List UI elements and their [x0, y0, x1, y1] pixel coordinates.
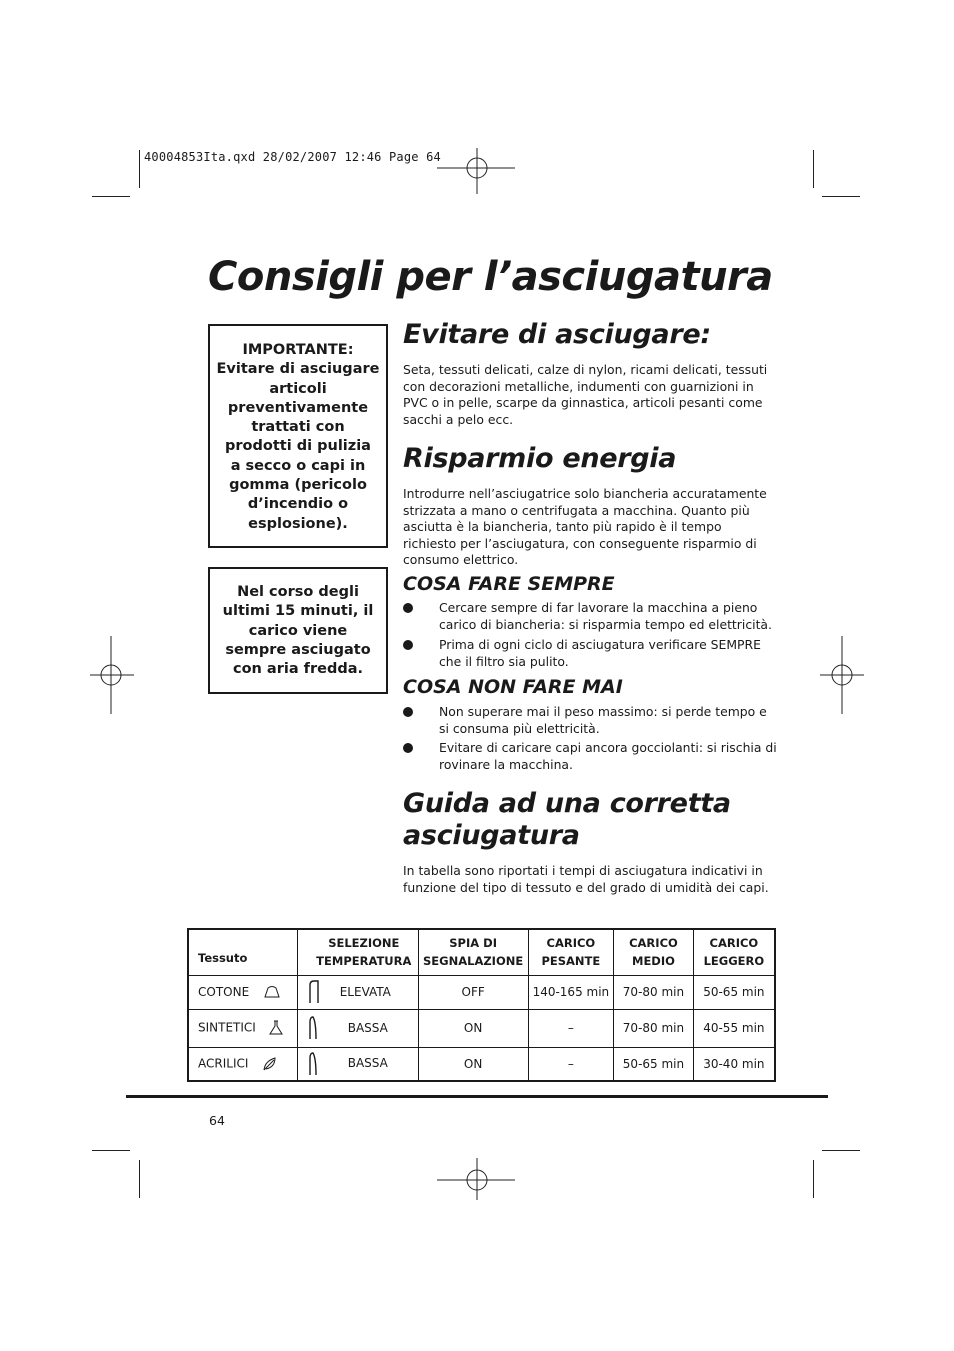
light-load-cell: 50-65 min — [693, 975, 775, 1009]
important-line: articoli — [269, 380, 327, 397]
bullet-icon — [403, 640, 413, 650]
heading-line: Guida ad una corretta — [403, 788, 731, 819]
text-line: Cercare sempre di far lavorare la macchina a pieno — [439, 600, 758, 615]
table-row — [188, 1009, 775, 1047]
bullet-icon — [403, 603, 413, 613]
indicator-cell: OFF — [418, 975, 528, 1009]
important-line: gomma (pericolo — [229, 477, 367, 494]
header-line: SEGNALAZIONE — [423, 954, 524, 969]
heading-line: asciugatura — [403, 820, 580, 851]
header-line: SPIA DI — [449, 936, 497, 951]
important-line: IMPORTANTE: — [242, 342, 354, 358]
bullet-icon — [403, 743, 413, 753]
important-line: esplosione). — [248, 515, 348, 532]
table-row — [188, 975, 775, 1009]
cotton-icon — [263, 985, 281, 999]
cool-air-line: ultimi 15 minuti, il — [222, 603, 374, 620]
header-heavy-load — [528, 929, 614, 975]
always-heading: COSA FARE SEMPRE — [403, 573, 615, 595]
text-line: Introdurre nell’asciugatrice solo biancheria accuratamente — [403, 486, 767, 501]
text-line: Non superare mai il peso massimo: si perde tempo e — [439, 704, 767, 719]
fabric-label: ACRILICI — [198, 1056, 249, 1071]
text-line: richiesto per l’asciugatura, con conseguente risparmio di — [403, 535, 757, 551]
important-line: Evitare di asciugare — [216, 361, 380, 378]
indicator-cell: ON — [418, 1047, 528, 1081]
guide-heading — [403, 788, 731, 852]
text-line: rovinare la macchina. — [439, 756, 573, 772]
text-line: funzione del tipo di tessuto e del grado di umidità dei capi. — [403, 879, 769, 895]
cool-air-line: carico viene — [248, 622, 348, 639]
acrylic-icon — [262, 1056, 278, 1072]
temperature-low-icon — [308, 1052, 318, 1076]
temperature-cell — [297, 975, 418, 1009]
text-line: si consuma più elettricità. — [439, 720, 600, 736]
medium-load-cell: 50-65 min — [614, 1047, 694, 1081]
header-light-load — [693, 929, 775, 975]
registration-mark-left — [90, 636, 134, 714]
text-line: sacchi a pelo ecc. — [403, 411, 514, 427]
registration-mark-bottom — [437, 1158, 517, 1200]
guide-paragraph — [403, 863, 778, 896]
text-line: asciutta è la biancheria, tanto più rapido è il tempo — [403, 519, 722, 534]
text-line: strizzata a mano o centrifugata a macchina. Quanto più — [403, 502, 750, 518]
header-line: MEDIO — [632, 954, 675, 969]
header-line: TEMPERATURA — [316, 954, 412, 969]
header-line: PESANTE — [541, 954, 601, 969]
temperature-high-icon — [308, 980, 320, 1004]
indicator-cell: ON — [418, 1009, 528, 1047]
text-line: In tabella sono riportati i tempi di asciugatura indicativi in — [403, 863, 763, 878]
medium-load-cell: 70-80 min — [614, 975, 694, 1009]
temperature-label: BASSA — [347, 1056, 388, 1071]
drying-times-table — [187, 928, 776, 1082]
synthetic-icon — [268, 1020, 284, 1036]
temperature-label: BASSA — [347, 1020, 388, 1035]
energy-heading: Risparmio energia — [403, 443, 677, 474]
page-number: 64 — [209, 1113, 225, 1128]
energy-paragraph — [403, 486, 778, 569]
heavy-load-cell: 140-165 min — [528, 975, 614, 1009]
temperature-cell — [297, 1009, 418, 1047]
temperature-label: ELEVATA — [339, 984, 391, 999]
important-line: preventivamente — [227, 399, 369, 416]
fabric-label: SINTETICI — [198, 1020, 256, 1035]
important-line: trattati con — [251, 419, 345, 436]
header-medium-load — [614, 929, 694, 975]
header-fabric: Tessuto — [188, 929, 297, 975]
cool-air-box — [208, 567, 388, 694]
light-load-cell: 40-55 min — [693, 1009, 775, 1047]
text-line: che il filtro sia pulito. — [439, 653, 569, 669]
text-line: Evitare di caricare capi ancora gocciolanti: si rischia di — [439, 740, 777, 755]
header-line: CARICO — [546, 936, 596, 951]
header-temperature — [297, 929, 418, 975]
text-line: carico di biancheria: si risparmia tempo ed elettricità. — [439, 616, 772, 632]
text-line: con decorazioni metalliche, indumenti con guarnizioni in — [403, 378, 754, 394]
cool-air-line: con aria fredda. — [232, 661, 363, 678]
fabric-label: COTONE — [198, 984, 250, 999]
avoid-paragraph — [403, 362, 778, 428]
text-line: PVC o in pelle, scarpe da ginnastica, articoli pesanti come — [403, 395, 763, 410]
header-line: CARICO — [709, 936, 759, 951]
heavy-load-cell: – — [528, 1047, 614, 1081]
text-line: consumo elettrico. — [403, 552, 519, 567]
important-line: prodotti di pulizia — [225, 438, 371, 455]
registration-mark-top — [437, 148, 517, 194]
table-header-row — [188, 929, 775, 975]
cool-air-line: Nel corso degli — [237, 584, 359, 600]
temperature-low-icon — [308, 1016, 318, 1040]
never-heading: COSA NON FARE MAI — [403, 676, 623, 698]
important-line: d’incendio o — [247, 496, 349, 513]
fabric-cell — [188, 1009, 297, 1047]
medium-load-cell: 70-80 min — [614, 1009, 694, 1047]
important-box — [208, 324, 388, 548]
fabric-cell — [188, 1047, 297, 1081]
heavy-load-cell: – — [528, 1009, 614, 1047]
page-title: Consigli per l’asciugatura — [208, 254, 773, 300]
bullet-icon — [403, 707, 413, 717]
important-line: a secco o capi in — [230, 457, 366, 474]
text-line: Seta, tessuti delicati, calze di nylon, ricami delicati, tessuti — [403, 362, 768, 377]
avoid-heading: Evitare di asciugare: — [403, 319, 711, 350]
header-indicator — [418, 929, 528, 975]
header-line: CARICO — [629, 936, 678, 951]
fabric-cell — [188, 975, 297, 1009]
header-line: LEGGERO — [703, 954, 765, 969]
header-line: SELEZIONE — [328, 936, 400, 951]
file-slug: 40004853Ita.qxd 28/02/2007 12:46 Page 64 — [144, 150, 441, 164]
cool-air-line: sempre asciugato — [225, 641, 371, 658]
registration-mark-right — [820, 636, 864, 714]
footer-rule — [126, 1095, 828, 1098]
temperature-cell — [297, 1047, 418, 1081]
text-line: Prima di ogni ciclo di asciugatura verificare SEMPRE — [439, 637, 761, 652]
table-row — [188, 1047, 775, 1081]
light-load-cell: 30-40 min — [693, 1047, 775, 1081]
